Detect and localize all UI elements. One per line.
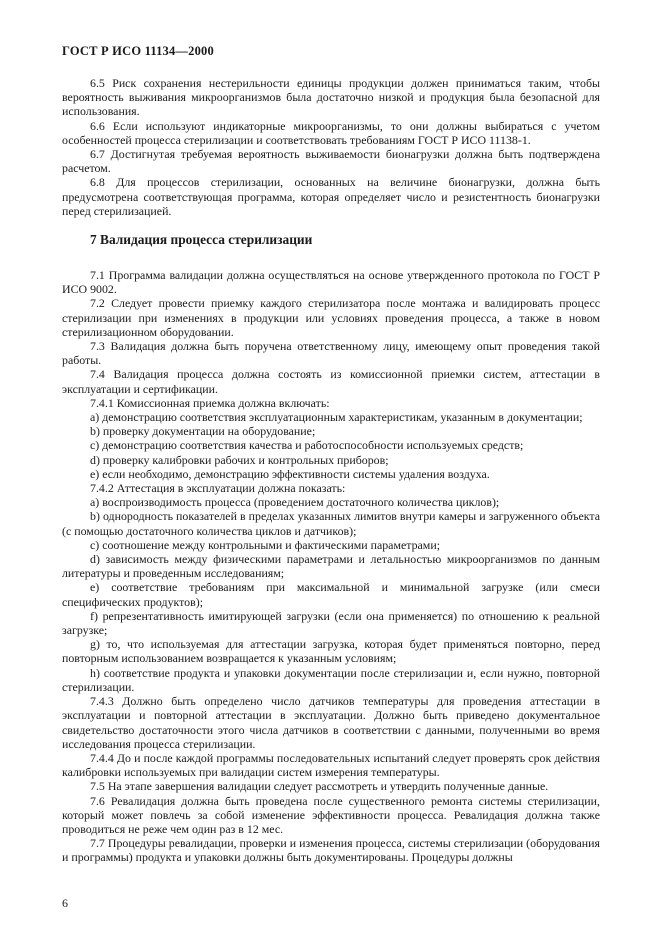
list-item-7-4-2-c: с) соотношение между контрольными и фактическими параметрами; xyxy=(90,537,441,552)
paragraph-7-4-4: 7.4.4 До и после каждой программы последовательных испытаний следует проверять срок действия калибровки используемых при валидации систем измерения температуры. xyxy=(62,750,600,780)
section-7-body xyxy=(62,268,600,865)
paragraph-7-3: 7.3 Валидация должна быть поручена ответственному лицу, имеющему опыт проведения такой работы. xyxy=(62,339,600,368)
page-number: 6 xyxy=(62,896,68,910)
paragraph-7-4-2: 7.4.2 Аттестация в эксплуатации должна показать: xyxy=(90,481,346,496)
list-item-7-4-1-d: d) проверку калибровки рабочих и контрольных приборов; xyxy=(90,452,389,467)
paragraph-7-7: 7.7 Процедуры ревалидации, проверки и изменения процесса, системы стерилизации (оборудования и программы) продукта и упаковки должны быть документированы. Процедуры должны xyxy=(62,836,600,865)
section-7-heading: 7 Валидация процесса стерилизации xyxy=(90,232,313,247)
paragraph-6-8: 6.8 Для процессов стерилизации, основанных на величине бионагрузки, должна быть предусмотрена соответствующая программа, которая определяет число и резистентность бионагрузки перед стерилизацией. xyxy=(62,175,600,218)
paragraph-6-5: 6.5 Риск сохранения нестерильности единицы продукции должен приниматься таким, чтобы вероятность выживания микроорганизмов была достаточно низкой и продукция была безопасной для использования. xyxy=(62,76,600,119)
list-item-7-4-1-c: с) демонстрацию соответствия качества и работоспособности используемых средств; xyxy=(90,438,524,453)
paragraph-6-7: 6.7 Достигнутая требуемая вероятность выживаемости бионагрузки должна быть подтверждена расчетом. xyxy=(62,147,600,176)
paragraph-7-4-3: 7.4.3 Должно быть определено число датчиков температуры для проведения аттестации в эксплуатации и повторной аттестации в эксплуатации. Должно быть приведено документальное свидетельство достаточности этого числа датчиков в соответствии с данными, полученными во время исследования процесса стерилизации. xyxy=(62,694,600,751)
section-6-body xyxy=(62,76,600,218)
list-item-7-4-1-b: b) проверку документации на оборудование; xyxy=(90,424,316,439)
paragraph-6-6: 6.6 Если используют индикаторные микроорганизмы, то они должны выбираться с учетом особенностей процесса стерилизации и соответствовать требованиям ГОСТ Р ИСО 11138-1. xyxy=(62,118,600,147)
paragraph-7-1: 7.1 Программа валидации должна осуществляться на основе утвержденного протокола по ГОСТ Р ИСО 9002. xyxy=(62,268,600,297)
list-item-7-4-2-a: а) воспроизводимость процесса (проведением достаточного количества циклов); xyxy=(90,495,500,510)
list-item-7-4-2-h: h) соответствие продукта и упаковки документации после стерилизации и, если нужно, повторной стерилизации. xyxy=(62,665,600,694)
list-item-7-4-2-d: d) зависимость между физическими параметрами и летальностью микроорганизмов по данным литературы и проведенным исследованиям; xyxy=(62,552,600,581)
list-item-7-4-1-a: а) демонстрацию соответствия эксплуатационным характеристикам, указанным в документации; xyxy=(90,410,583,425)
list-item-7-4-2-b: b) однородность показателей в пределах указанных лимитов внутри камеры и загруженного объекта (с помощью достаточного количества циклов и датчиков); xyxy=(62,509,600,538)
list-item-7-4-2-g: g) то, что используемая для аттестации загрузка, которая будет применяться повторно, перед повторным использованием возвращается к указанным условиям; xyxy=(62,637,600,666)
paragraph-7-2: 7.2 Следует провести приемку каждого стерилизатора после монтажа и валидировать процесс стерилизации при изменениях в продукции или условиях проведения процесса, а также в новом стерилизационном оборудовании. xyxy=(62,296,600,339)
paragraph-7-4-1: 7.4.1 Комиссионная приемка должна включать: xyxy=(90,395,330,410)
document-header: ГОСТ Р ИСО 11134—2000 xyxy=(62,44,214,58)
paragraph-7-5: 7.5 На этапе завершения валидации следует рассмотреть и утвердить полученные данные. xyxy=(90,779,549,794)
list-item-7-4-2-f: f) репрезентативность имитирующей загрузки (если она применяется) по отношению к реальной загрузке; xyxy=(62,608,600,638)
paragraph-7-6: 7.6 Ревалидация должна быть проведена после существенного ремонта системы стерилизации, который может повлечь за собой изменение эффективности процесса. Ревалидация должна также проводиться не реже чем один раз в 12 мес. xyxy=(62,793,600,836)
paragraph-7-4: 7.4 Валидация процесса должна состоять из комиссионной приемки систем, аттестации в эксплуатации и сертификации. xyxy=(62,367,600,396)
list-item-7-4-2-e: е) соответствие требованиям при максимальной и минимальной загрузке (или смеси специфических продуктов); xyxy=(62,580,600,609)
list-item-7-4-1-e: е) если необходимо, демонстрацию эффективности системы удаления воздуха. xyxy=(90,466,490,481)
